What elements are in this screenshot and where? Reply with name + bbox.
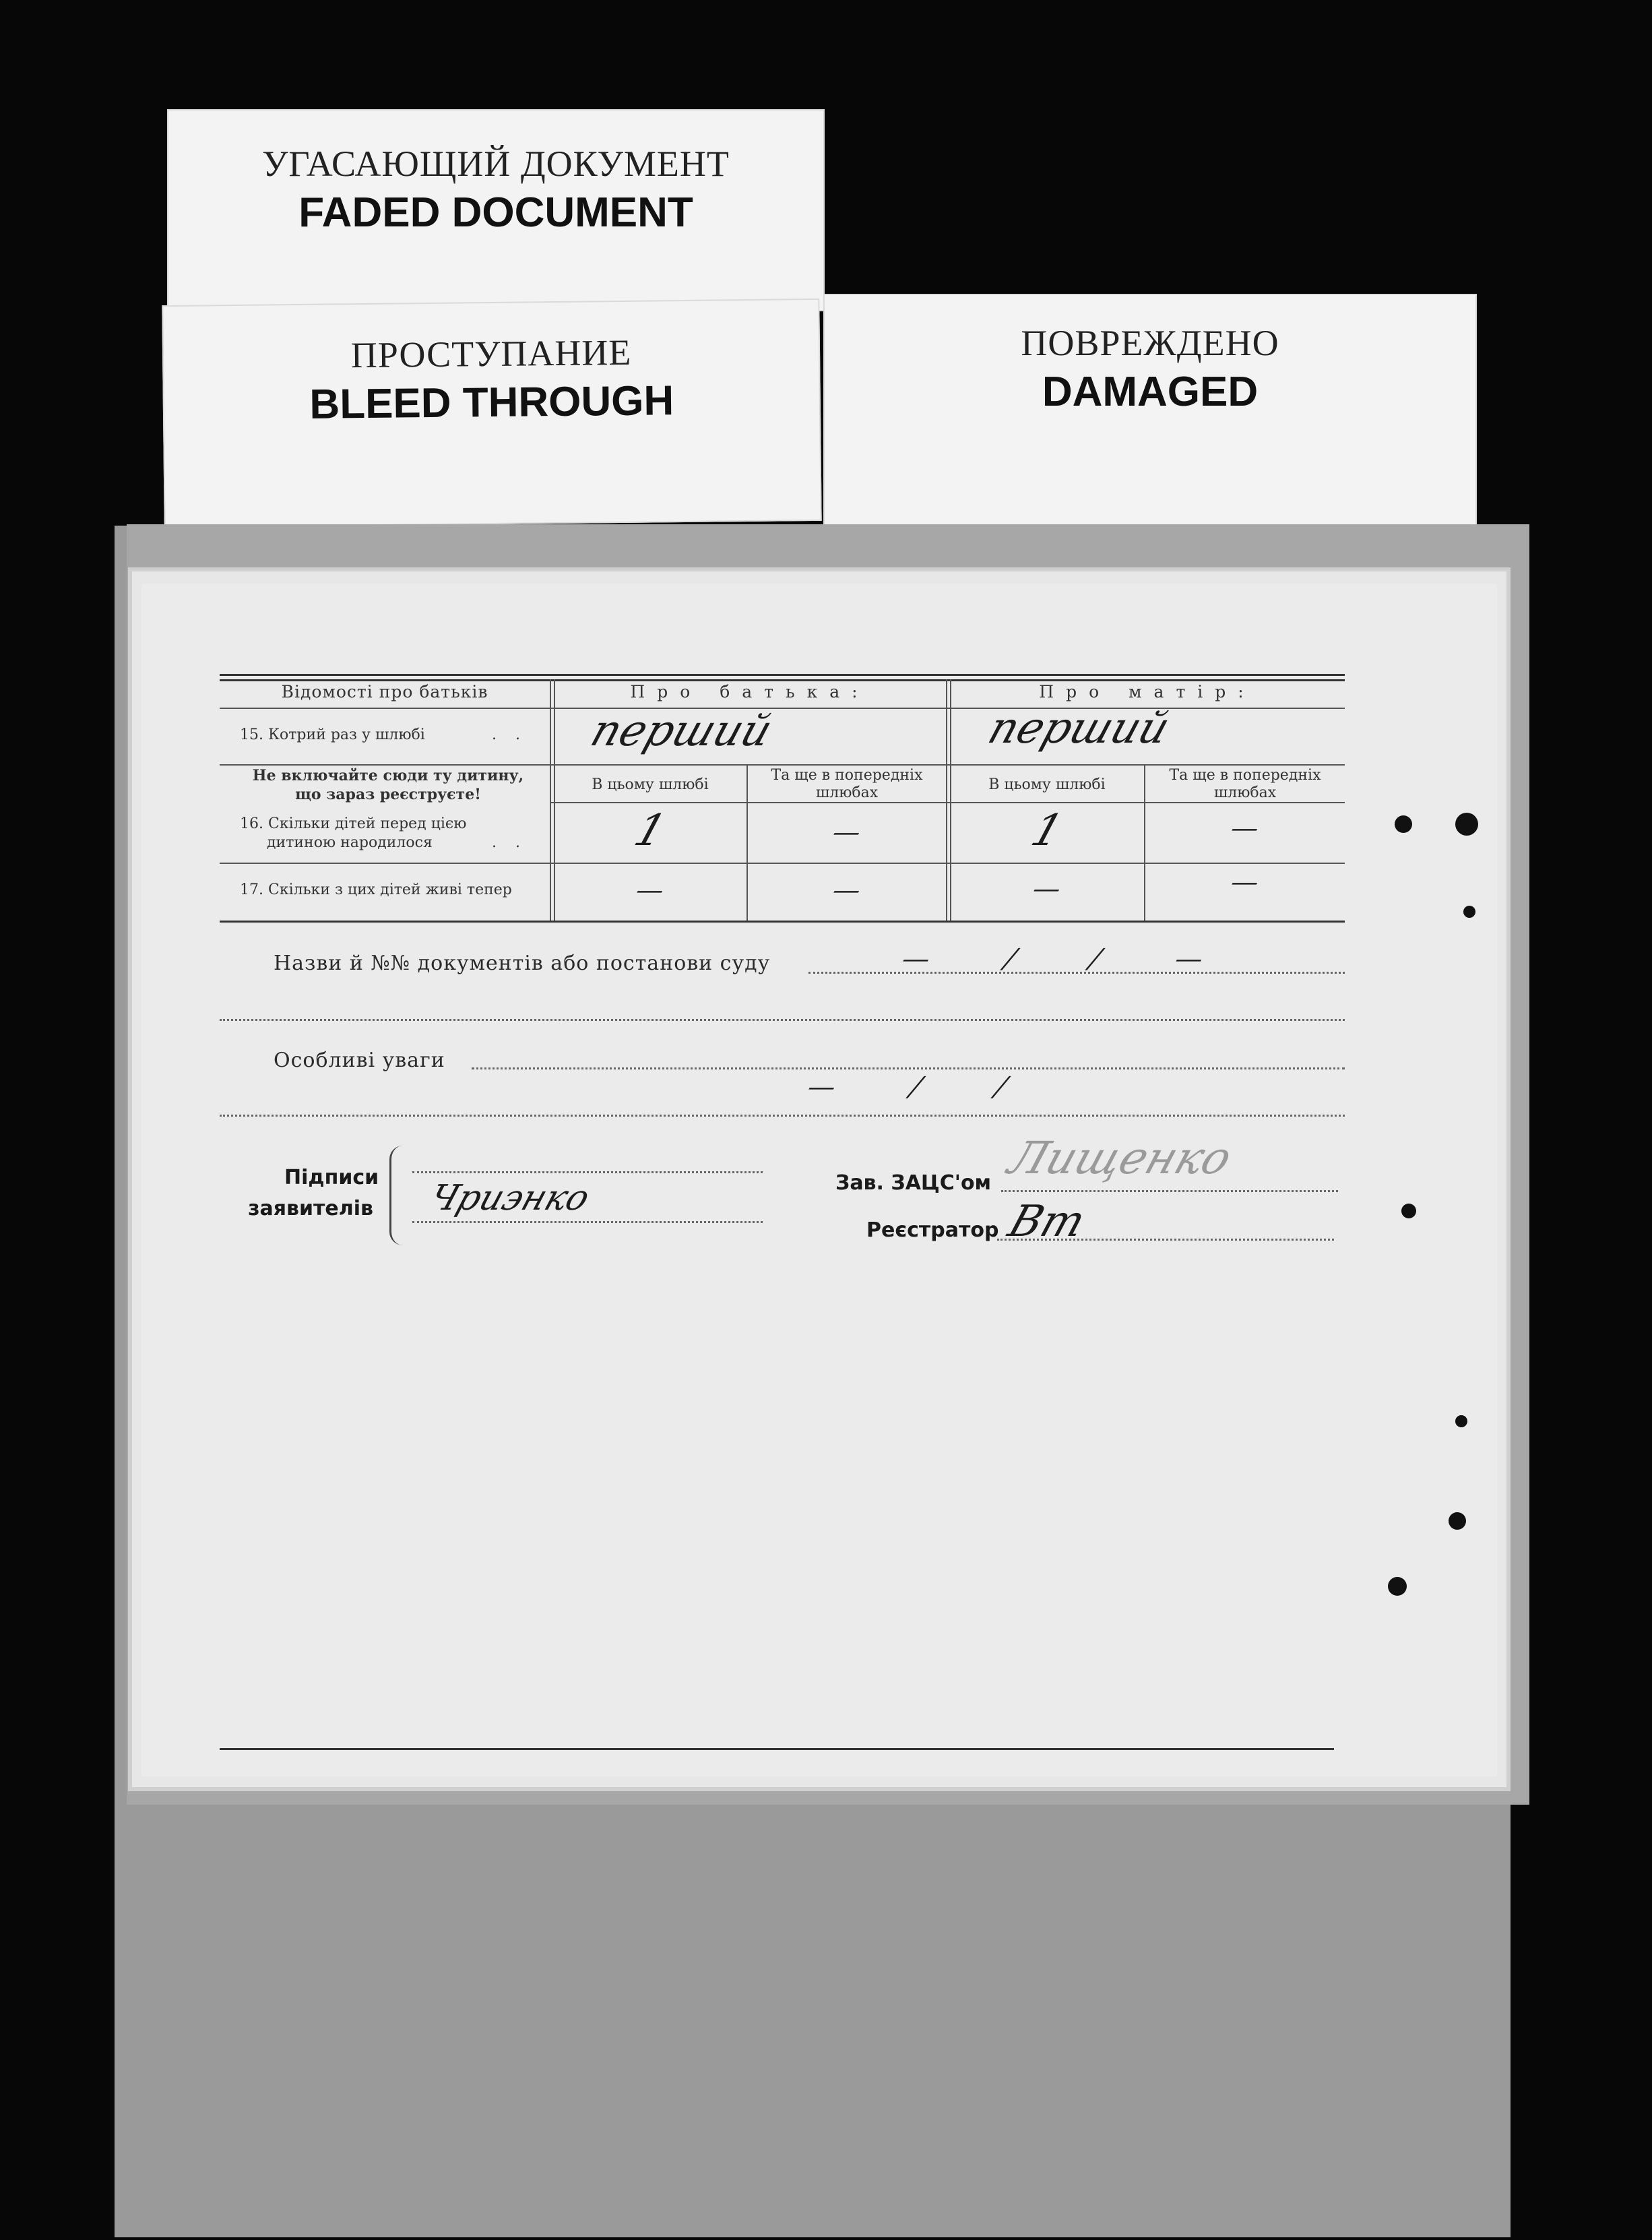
- punch-hole: [1395, 815, 1412, 833]
- row17-mother-this: —: [1028, 873, 1066, 904]
- damaged-card-en: DAMAGED: [1042, 369, 1259, 415]
- registrar-signature: Вт: [1002, 1197, 1091, 1247]
- table-rule: [220, 764, 1345, 766]
- row17-mother-previous: —: [1226, 867, 1264, 898]
- sheet-bottom-rule: [220, 1748, 1334, 1750]
- table-rule: [550, 802, 1345, 803]
- father-previous-header-2: шлюбах: [815, 784, 879, 801]
- punch-hole: [1388, 1577, 1407, 1596]
- row15-father-value: перший: [584, 706, 779, 756]
- faded-document-card: [167, 109, 825, 311]
- bleed-through-card: [162, 299, 821, 528]
- applicant-signature: Чриэнко: [424, 1178, 595, 1218]
- remarks-dotline-2: [220, 1115, 1345, 1117]
- head-signature: Лищенко: [1002, 1132, 1238, 1184]
- punch-hole: [1401, 1204, 1416, 1218]
- row15-label: 15. Котрий раз у шлюбі: [240, 726, 425, 743]
- punch-hole: [1449, 1512, 1466, 1530]
- about-father-header: Про батька:: [630, 682, 870, 702]
- punch-hole: [1455, 813, 1478, 836]
- faded-card-en: FADED DOCUMENT: [298, 189, 693, 236]
- table-top-rule-double: [220, 679, 1345, 681]
- signatures-brace: [389, 1146, 406, 1245]
- father-this-marriage-header: В цьому шлюбі: [592, 776, 709, 793]
- faded-card-ru: УГАСАЮЩИЙ ДОКУМЕНТ: [262, 144, 730, 184]
- punch-hole: [1455, 1415, 1467, 1427]
- remarks-value: — / /: [803, 1071, 1044, 1102]
- note-line2: що зараз реєструєте!: [295, 786, 481, 803]
- father-previous-header-1: Та ще в попередніх: [771, 767, 923, 784]
- row16-dots: . .: [492, 834, 520, 851]
- mother-this-marriage-header: В цьому шлюбі: [988, 776, 1106, 793]
- applicant-dotline-2: [412, 1221, 763, 1223]
- signatures-label-2: заявителів: [248, 1197, 373, 1220]
- punch-hole: [1463, 906, 1475, 918]
- mother-previous-header-1: Та ще в попередніх: [1169, 767, 1321, 784]
- row17-label: 17. Скільки з цих дітей живі тепер: [240, 881, 512, 898]
- remarks-label: Особливі уваги: [274, 1049, 445, 1072]
- row16-father-previous: —: [828, 817, 866, 848]
- registrar-label: Реєстратор: [866, 1218, 999, 1242]
- row16-label-2: дитиною народилося: [267, 834, 433, 851]
- row16-mother-this: 1: [1025, 806, 1069, 856]
- bleed-card-en: BLEED THROUGH: [309, 377, 674, 428]
- note-line1: Не включайте сюди ту дитину,: [252, 767, 524, 784]
- row16-label-1: 16. Скільки дітей перед цією: [240, 815, 467, 832]
- remarks-dotline: [472, 1067, 1345, 1069]
- row17-father-previous: —: [828, 875, 866, 906]
- table-rule: [220, 708, 1345, 709]
- table-bottom-rule: [220, 921, 1345, 923]
- applicant-dotline-1: [412, 1171, 763, 1173]
- damaged-card-ru: ПОВРЕЖДЕНО: [1021, 323, 1279, 363]
- row15-dots: . .: [492, 726, 520, 743]
- signatures-label-1: Підписи: [284, 1166, 379, 1189]
- row17-father-this: —: [631, 875, 669, 906]
- damaged-card: [823, 294, 1477, 536]
- bleed-card-ru: ПРОСТУПАНИЕ: [350, 332, 632, 376]
- table-top-rule: [220, 674, 1345, 676]
- parents-info-header: Відомості про батьків: [281, 682, 488, 702]
- head-dotline: [1001, 1190, 1338, 1192]
- row16-father-this: 1: [628, 806, 672, 856]
- table-rule: [220, 863, 1345, 864]
- documents-value: — / / —: [897, 943, 1242, 974]
- about-mother-header: Про матір:: [1039, 682, 1256, 702]
- row16-mother-previous: —: [1226, 813, 1264, 844]
- head-label: Зав. ЗАЦС'ом: [835, 1171, 992, 1195]
- table-col-rule: [550, 679, 551, 921]
- documents-dotline-2: [220, 1019, 1345, 1021]
- documents-label: Назви й №№ документів або постанови суду: [274, 952, 771, 975]
- row15-mother-value: перший: [982, 704, 1176, 753]
- mother-previous-header-2: шлюбах: [1213, 784, 1277, 801]
